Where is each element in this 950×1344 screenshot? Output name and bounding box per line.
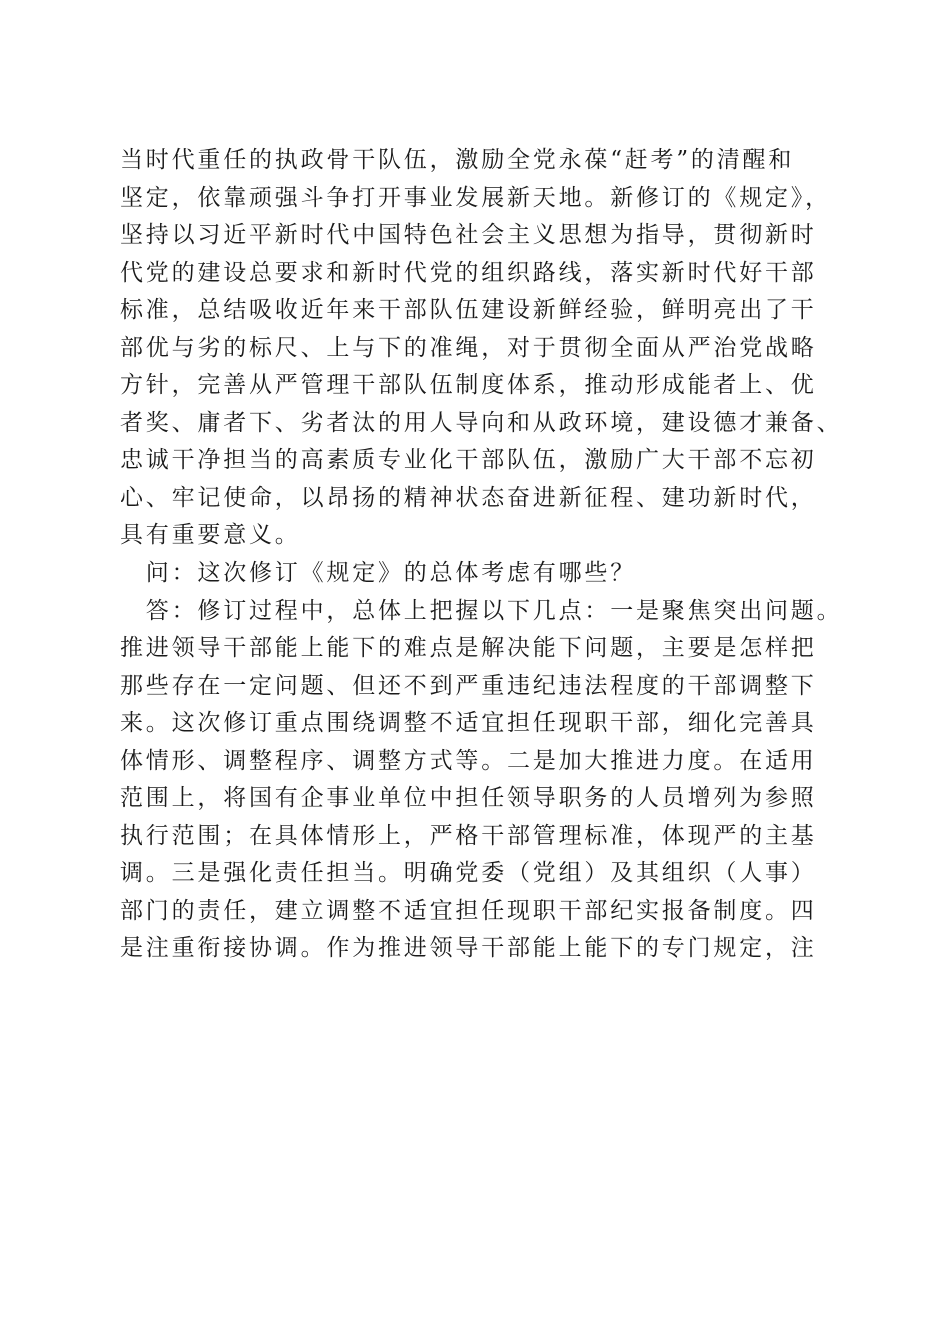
- document-body: [120, 142, 842, 968]
- text-line: 那些存在一定问题、但还不到严重违纪违法程度的干部调整下: [120, 672, 817, 699]
- text-line: 当时代重任的执政骨干队伍，激励全党永葆“赶考”的清醒和: [120, 147, 795, 173]
- text-line: 推进领导干部能上能下的难点是解决能下问题，主要是怎样把: [120, 635, 817, 662]
- text-line: 执行范围；在具体情形上，严格干部管理标准，体现严的主基: [120, 822, 817, 849]
- question-line: 问：这次修订《规定》的总体考虑有哪些？: [120, 560, 636, 587]
- text-line: 者奖、庸者下、劣者汰的用人导向和从政环境，建设德才兼备、: [120, 409, 843, 436]
- answer-line: 答：修订过程中，总体上把握以下几点：一是聚焦突出问题。: [120, 597, 843, 624]
- text-line: 标准，总结吸收近年来干部队伍建设新鲜经验，鲜明亮出了干: [120, 297, 817, 324]
- text-line: 具有重要意义。: [120, 522, 301, 549]
- text-line: 体情形、调整程序、调整方式等。二是加大推进力度。在适用: [120, 747, 817, 774]
- text-line: 部优与劣的标尺、上与下的准绳，对于贯彻全面从严治党战略: [120, 334, 817, 361]
- text-line: 方针，完善从严管理干部队伍制度体系，推动形成能者上、优: [120, 372, 817, 399]
- text-line: 部门的责任，建立调整不适宜担任现职干部纪实报备制度。四: [120, 897, 817, 924]
- text-line: 心、牢记使命，以昂扬的精神状态奋进新征程、建功新时代，: [120, 484, 817, 511]
- text-line: 来。这次修订重点围绕调整不适宜担任现职干部，细化完善具: [120, 710, 817, 737]
- text-line: 调。三是强化责任担当。明确党委（党组）及其组织（人事）: [120, 860, 817, 887]
- text-line: 坚持以习近平新时代中国特色社会主义思想为指导，贯彻新时: [120, 222, 817, 249]
- text-line: 是注重衔接协调。作为推进领导干部能上能下的专门规定，注: [120, 935, 817, 962]
- text-line: 坚定，依靠顽强斗争打开事业发展新天地。新修订的《规定》，: [120, 184, 831, 211]
- text-line: 忠诚干净担当的高素质专业化干部队伍，激励广大干部不忘初: [120, 447, 817, 474]
- text-line: 范围上，将国有企事业单位中担任领导职务的人员增列为参照: [120, 785, 817, 812]
- text-line: 代党的建设总要求和新时代党的组织路线，落实新时代好干部: [120, 259, 817, 286]
